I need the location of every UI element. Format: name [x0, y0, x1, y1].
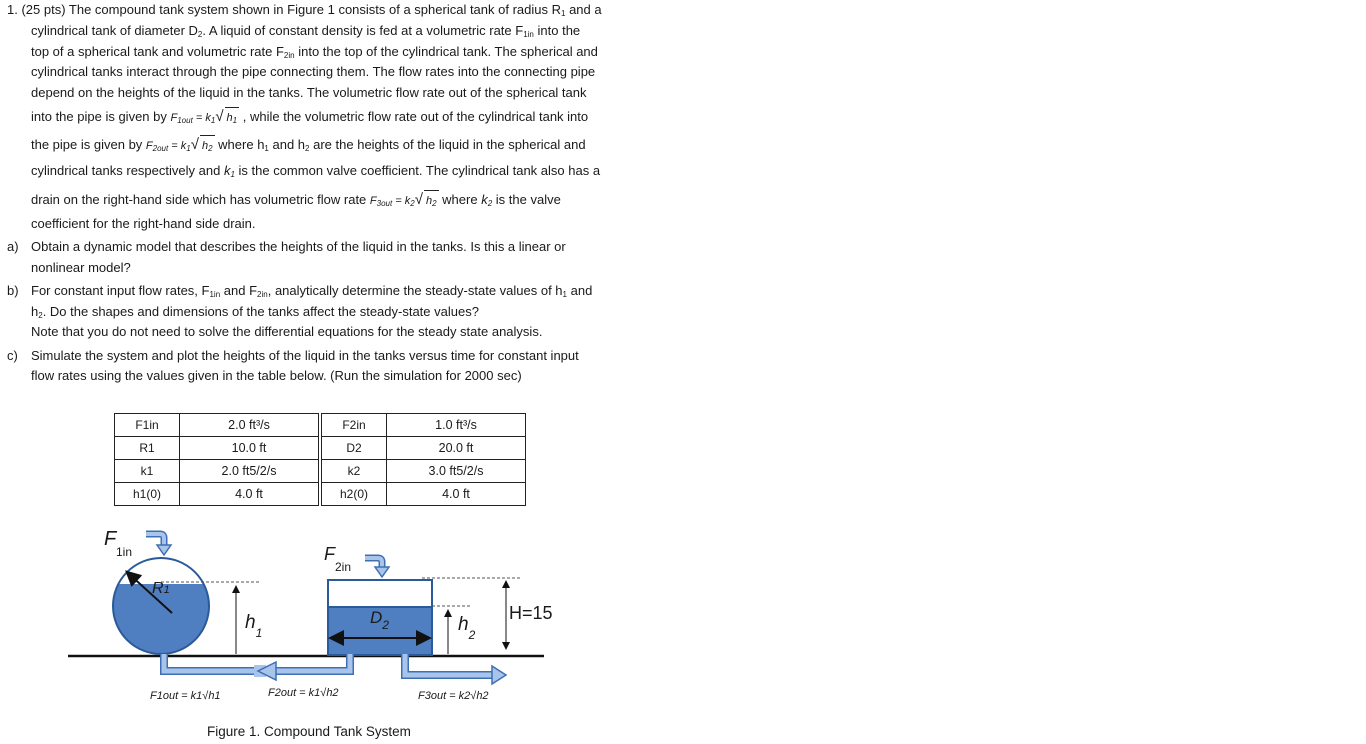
param-name-cell: h1(0) [115, 483, 180, 506]
inlet-arrow-2 [365, 558, 389, 577]
problem-line-5: depend on the heights of the liquid in the tanks. The volumetric flow rate out of the spherical tank [31, 85, 587, 100]
part-a-line-1: Obtain a dynamic model that describes the heights of the liquid in the tanks. Is this a linear or [31, 239, 566, 254]
param-value-cell: 2.0 ft³/s [180, 414, 321, 437]
param-value-cell: 10.0 ft [180, 437, 321, 460]
f2in-sub-label: 2in [335, 560, 352, 574]
part-c-line-2: flow rates using the values given in the table below. (Run the simulation for 2000 sec) [31, 368, 522, 383]
f2out-equation: F2out = k1√h2 [268, 687, 339, 699]
H-label: H=15 [509, 603, 553, 623]
table-row [115, 483, 526, 506]
figure-caption: Figure 1. Compound Tank System [207, 724, 411, 739]
spherical-tank [110, 558, 263, 664]
f1in-sub-label: 1in [116, 545, 133, 559]
problem-line-2: cylindrical tank of diameter $D_2$. A liquid of constant density is fed at a volumetric rate $F_{1in}$ into the [31, 23, 581, 39]
param-value-cell: 4.0 ft [180, 483, 321, 506]
parameter-table [114, 413, 526, 506]
connecting-pipe [164, 654, 350, 680]
f1out-equation: F1out = k1√h1 [150, 690, 221, 702]
table-row [115, 414, 526, 437]
part-c-line-1: Simulate the system and plot the heights of the liquid in the tanks versus time for constant input [31, 348, 579, 363]
table-row [115, 437, 526, 460]
param-value-cell: 2.0 ft5/2/s [180, 460, 321, 483]
part-c-label: c) [7, 348, 18, 363]
problem-line-8: cylindrical tanks respectively and $k_1$ is the common valve coefficient. The cylindrical tank also has a [31, 163, 601, 179]
part-b-line-1: For constant input flow rates, $F_{1in}$ and $F_{2in}$, analytically determine the steady-state values of $h_1$ and [31, 283, 593, 299]
param-value-cell: 4.0 ft [387, 483, 526, 506]
part-a-label: a) [7, 239, 19, 254]
r1-label: R1 [152, 580, 170, 597]
d2-label: $D_2$ [370, 608, 389, 632]
param-name-cell: k2 [320, 460, 387, 483]
problem-line-3: top of a spherical tank and volumetric rate $F_{2in}$ into the top of the cylindrical tank. The spherical and [31, 44, 598, 60]
problem-line-1: 1. (25 pts) The compound tank system shown in Figure 1 consists of a spherical tank of radius $R_1$ and a [7, 2, 602, 18]
f3out-equation: F3out = k2√h2 [418, 690, 489, 702]
param-name-cell: F1in [115, 414, 180, 437]
table-row [115, 460, 526, 483]
param-name-cell: R1 [115, 437, 180, 460]
part-b-label: b) [7, 283, 19, 298]
cylindrical-tank [328, 578, 520, 655]
param-value-cell: 20.0 ft [387, 437, 526, 460]
problem-line-7: the pipe is given by $F_{2out} = k_1√$ $h_2$ where $h_1$ and $h_2$ are the heights of the liquid in the spherical and [31, 135, 586, 160]
problem-line-4: cylindrical tanks interact through the pipe connecting them. The flow rates into the connecting pipe [31, 64, 596, 79]
param-name-cell: k1 [115, 460, 180, 483]
param-name-cell: D2 [320, 437, 387, 460]
h2-label: $h_2$ [458, 614, 476, 642]
drain-pipe [405, 654, 506, 684]
param-name-cell: h2(0) [320, 483, 387, 506]
part-b-line-2: $h_2$. Do the shapes and dimensions of the tanks affect the steady-state values? [31, 304, 479, 320]
problem-line-6: into the pipe is given by $F_{1out} = k_1√$ $h_1$ , while the volumetric flow rate out of the cylindrical tank into [31, 107, 588, 132]
param-value-cell: 1.0 ft³/s [387, 414, 526, 437]
problem-line-9: drain on the right-hand side which has volumetric flow rate $F_{3out} = k_2√$ $h_2$ where $k_2$ is the valve [31, 190, 561, 215]
part-a-line-2: nonlinear model? [31, 260, 131, 275]
problem-line-10: coefficient for the right-hand side drain. [31, 216, 256, 231]
h1-label: $h_1$ [245, 612, 263, 640]
f2in-label: F [324, 544, 335, 564]
f1in-label: F [104, 528, 117, 550]
param-name-cell: F2in [320, 414, 387, 437]
param-value-cell: 3.0 ft5/2/s [387, 460, 526, 483]
inlet-arrow-1 [146, 534, 171, 555]
part-b-line-3: Note that you do not need to solve the differential equations for the steady state analysis. [31, 324, 543, 339]
